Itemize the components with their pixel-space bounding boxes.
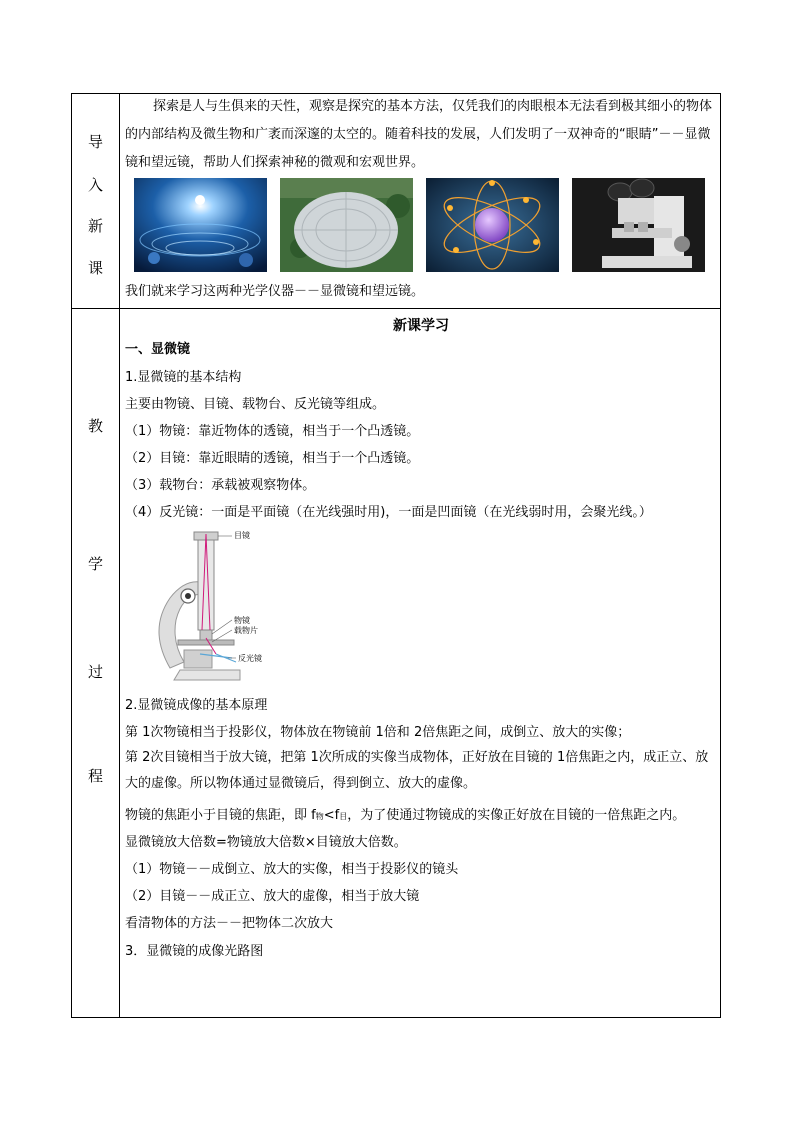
structure-line: 主要由物镜、目镜、载物台、反光镜等组成。 (125, 397, 386, 412)
viewing-method: 看清物体的方法－－把物体二次放大 (125, 916, 334, 931)
subheading-principle: 2.显微镜成像的基本原理 (125, 698, 268, 713)
galaxy-image (134, 178, 267, 272)
row-divider (72, 308, 720, 309)
side-char: 导 (87, 133, 103, 151)
atom-model-image (426, 178, 559, 272)
objective-summary: （1）物镜－－成倒立、放大的实像，相当于投影仪的镜头 (125, 862, 459, 877)
lesson-table (71, 93, 721, 1018)
radio-telescope-image (280, 178, 413, 272)
subheading-ray-diagram: 3．显微镜的成像光路图 (125, 944, 264, 959)
side-char: 教 (87, 417, 103, 435)
section-heading: 一、显微镜 (125, 342, 191, 357)
lesson-title: 新课学习 (393, 318, 449, 334)
structure-line: （2）目镜：靠近眼睛的透镜，相当于一个凸透镜。 (125, 451, 420, 466)
microscope-diagram (140, 530, 280, 682)
intro-closing: 我们就来学习这两种光学仪器－－显微镜和望远镜。 (125, 284, 425, 299)
side-char: 课 (87, 259, 103, 277)
side-char: 新 (87, 217, 103, 235)
magnification-line: 显微镜放大倍数=物镜放大倍数×目镜放大倍数。 (125, 835, 407, 850)
subheading-structure: 1.显微镜的基本结构 (125, 370, 242, 385)
slide-label: 载物片 (234, 626, 258, 635)
eyepiece-summary: （2）目镜－－成正立、放大的虚像，相当于放大镜 (125, 889, 420, 904)
structure-line: （1）物镜：靠近物体的透镜，相当于一个凸透镜。 (125, 424, 420, 439)
microscope-photo-image (572, 178, 705, 272)
side-char: 学 (87, 555, 103, 573)
principle-line: 第 1次物镜相当于投影仪，物体放在物镜前 1倍和 2倍焦距之间，成倒立、放大的实像； (125, 725, 631, 740)
side-char: 程 (87, 767, 103, 785)
principle-paragraph: 第 2次目镜相当于放大镜，把第 1次所成的实像当成物体，正好放在目镜的 1倍焦距之内，成正立、放大的虚像。所以物体通过显微镜后，得到倒立、放大的虚像。 (125, 750, 709, 791)
side-char: 入 (87, 176, 103, 194)
focal-length-line: 物镜的焦距小于目镜的焦距，即 f物<f目，为了使通过物镜成的实像正好放在目镜的一倍焦距之内。 (125, 808, 686, 823)
column-divider (119, 94, 120, 1017)
intro-paragraph: 探索是人与生俱来的天性，观察是探究的基本方法，仅凭我们的肉眼根本无法看到极其细小的物体的内部结构及微生物和广袤而深邃的太空的。随着科技的发展，人们发明了一双神奇的“眼睛”－－显微镜和望远镜，帮助人们探索神秘的微观和宏观世界。 (125, 99, 713, 170)
side-char: 过 (87, 663, 103, 681)
mirror-label: 反光镜 (238, 654, 262, 663)
structure-line: （4）反光镜：一面是平面镜（在光线强时用)，一面是凹面镜（在光线弱时用，会聚光线。） (125, 505, 652, 520)
eyepiece-label: 目镜 (234, 531, 250, 540)
objective-label: 物镜 (234, 616, 250, 625)
structure-line: （3）载物台：承载被观察物体。 (125, 478, 316, 493)
